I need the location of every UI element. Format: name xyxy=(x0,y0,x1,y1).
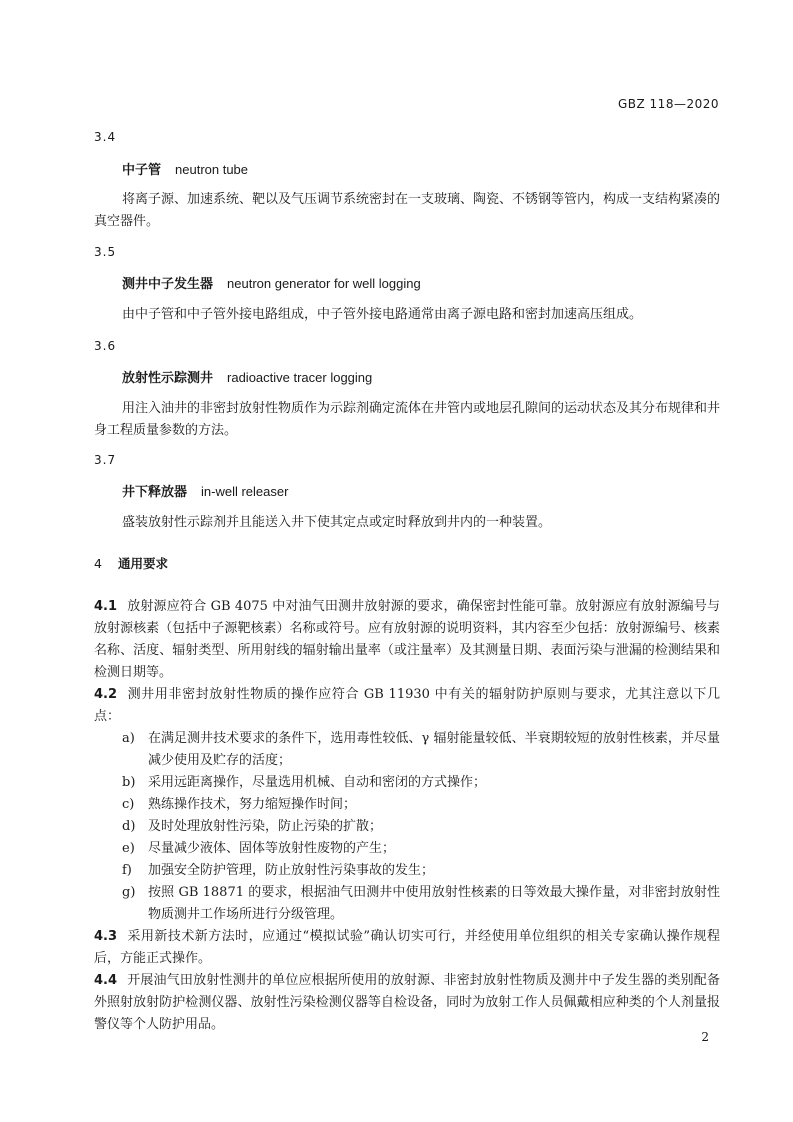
list-item-text: 尽量减少液体、固体等放射性废物的产生； xyxy=(148,841,396,856)
list-item-text: 熟练操作技术，努力缩短操作时间； xyxy=(148,797,357,812)
term-en: neutron tube xyxy=(175,162,249,177)
page-number: 2 xyxy=(701,1030,709,1044)
paragraph-4-3 xyxy=(94,926,720,970)
section-heading-4 xyxy=(94,553,720,575)
paragraph-number: 4.2 xyxy=(94,687,118,702)
definition-3-5: 由中子管和中子管外接电路组成，中子管外接电路通常由离子源电路和密封加速高压组成。 xyxy=(122,307,643,322)
paragraph-number: 4.3 xyxy=(94,929,118,944)
list-item-text: 加强安全防护管理，防止放射性污染事故的发生； xyxy=(148,863,435,878)
list-item-label: a) xyxy=(122,731,135,746)
list-item xyxy=(94,860,720,882)
term-3-4 xyxy=(94,159,748,182)
definition-3-7: 盛装放射性示踪剂并且能送入井下使其定点或定时释放到井内的一种装置。 xyxy=(122,515,552,530)
term-3-6 xyxy=(94,367,748,390)
standard-number: GBZ 118—2020 xyxy=(617,97,719,111)
list-item-text: 在满足测井技术要求的条件下，选用毒性较低、γ 辐射能量较低、半衰期较短的放射性核素，并尽量减少使用及贮存的活度； xyxy=(148,731,720,768)
list-item-label: d) xyxy=(122,819,136,834)
paragraph-text: 采用新技术新方法时，应通过“模拟试验”确认切实可行，并经使用单位组织的相关专家确认操作规程后，方能正式操作。 xyxy=(94,929,720,966)
list-item xyxy=(94,728,720,772)
term-zh: 井下释放器 xyxy=(122,485,188,500)
paragraph-text: 放射源应符合 GB 4075 中对油气田测井放射源的要求，确保密封性能可靠。放射源应有放射源编号与放射源核素（包括中子源靶核素）名称或符号。应有放射源的说明资料，其内容至少包括：放射源编号、核素名称、活度、辐射类型、所用射线的辐射输出量率（或注量率）及其测量日期、表面污染与泄漏的检测结果和检测日期等。 xyxy=(94,599,720,680)
list-item-text: 及时处理放射性污染，防止污染的扩散； xyxy=(148,819,383,834)
clause-number-3-7: 3.7 xyxy=(94,453,117,467)
list-item xyxy=(94,794,720,816)
list-item-label: f) xyxy=(122,863,132,878)
clause-number-3-4: 3.4 xyxy=(94,130,117,144)
list-item-label: e) xyxy=(122,841,135,856)
term-en: neutron generator for well logging xyxy=(227,276,421,291)
term-zh: 中子管 xyxy=(122,163,162,178)
paragraph-text: 开展油气田放射性测井的单位应根据所使用的放射源、非密封放射性物质及测井中子发生器的类别配备外照射放射防护检测仪器、放射性污染检测仪器等自检设备，同时为放射工作人员佩戴相应种类的个人剂量报警仪等个人防护用品。 xyxy=(94,973,720,1032)
term-3-5 xyxy=(94,273,748,296)
paragraph-4-1 xyxy=(94,596,720,684)
term-3-7 xyxy=(94,481,748,504)
term-zh: 测井中子发生器 xyxy=(122,277,214,292)
clause-number-3-6: 3.6 xyxy=(94,339,117,353)
section-number: 4 xyxy=(94,556,102,571)
list-item xyxy=(94,838,720,860)
term-zh: 放射性示踪测井 xyxy=(122,371,214,386)
term-en: in-well releaser xyxy=(201,484,289,499)
definition-3-6: 用注入油井的非密封放射性物质作为示踪剂确定流体在井管内或地层孔隙间的运动状态及其分布规律和井身工程质量参数的方法。 xyxy=(94,401,721,438)
list-item-label: g) xyxy=(122,885,136,900)
paragraph-4-4 xyxy=(94,970,720,1036)
list-item-label: c) xyxy=(122,797,135,812)
definition-3-4: 将离子源、加速系统、靶以及气压调节系统密封在一支玻璃、陶瓷、不锈钢等管内，构成一支结构紧凑的真空器件。 xyxy=(94,192,721,229)
clause-number-3-5: 3.5 xyxy=(94,245,117,259)
paragraph-4-2 xyxy=(94,684,720,1036)
paragraph-4-2-intro xyxy=(94,684,720,728)
list-item xyxy=(94,816,720,838)
paragraph-text: 测井用非密封放射性物质的操作应符合 GB 11930 中有关的辐射防护原则与要求，尤其注意以下几点： xyxy=(94,687,720,724)
paragraph-number: 4.4 xyxy=(94,973,118,988)
section-title: 通用要求 xyxy=(117,556,168,571)
list-item-text: 采用远距离操作，尽量选用机械、自动和密闭的方式操作； xyxy=(148,775,487,790)
list-item-label: b) xyxy=(122,775,136,790)
term-en: radioactive tracer logging xyxy=(227,370,373,385)
paragraph-number: 4.1 xyxy=(94,599,118,614)
list-item xyxy=(94,772,720,794)
list-item xyxy=(94,882,720,926)
list-item-text: 按照 GB 18871 的要求，根据油气田测井中使用放射性核素的日等效最大操作量，对非密封放射性物质测井工作场所进行分级管理。 xyxy=(148,885,720,922)
